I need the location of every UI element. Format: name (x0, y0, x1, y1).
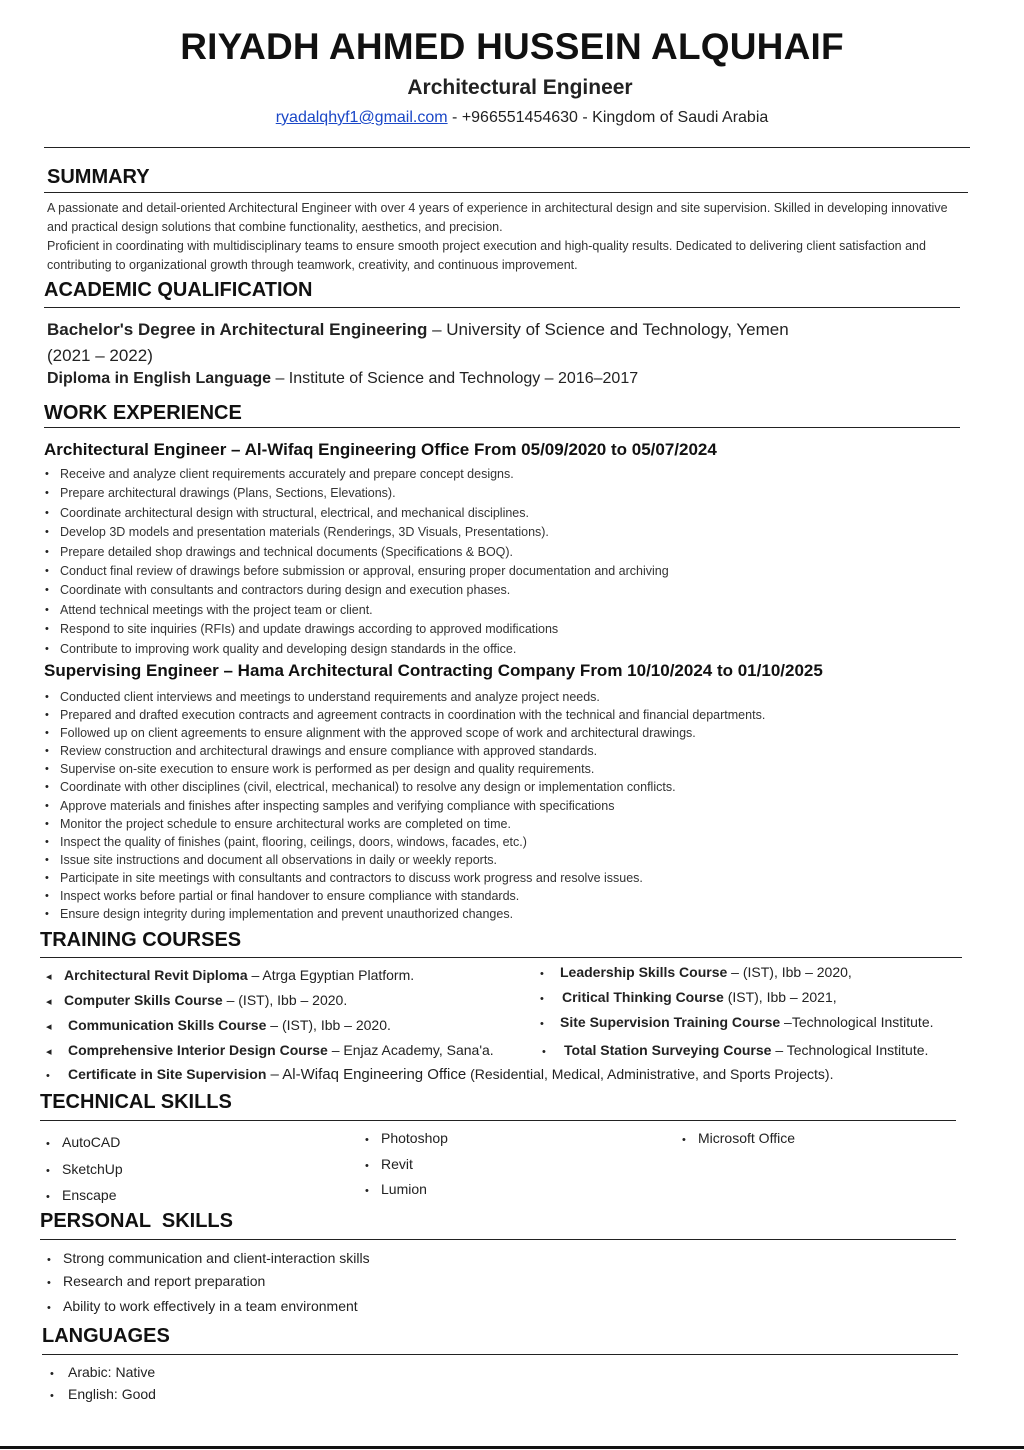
skill-label: Lumion (381, 1181, 427, 1197)
list-item: • Inspect works before partial or final handover to ensure compliance with standards. (45, 887, 765, 905)
list-item: • Attend technical meetings with the project team or client. (45, 601, 669, 620)
page-bottom-border (0, 1446, 1024, 1449)
list-item: • Approve materials and finishes after inspecting samples and verifying compliance with specifications (45, 797, 765, 815)
skill-label: Ability to work effectively in a team environment (63, 1298, 358, 1314)
skill-label: Revit (381, 1156, 413, 1172)
skill-microsoft-office: • Microsoft Office (682, 1130, 795, 1146)
list-item: • Respond to site inquiries (RFIs) and update drawings according to approved modifications (45, 620, 669, 639)
course-provider: – (IST), Ibb – 2020, (727, 964, 852, 980)
language-label: English: Good (68, 1386, 156, 1402)
contact-details: - +966551454630 - Kingdom of Saudi Arabia (447, 109, 769, 126)
list-item: • Issue site instructions and document all observations in daily or weekly reports. (45, 851, 765, 869)
skill-photoshop: • Photoshop (365, 1130, 448, 1146)
diploma-name: Diploma in English Language (47, 370, 272, 387)
course-provider: – Al-Wifaq Engineering Office (266, 1066, 467, 1083)
list-item: • Contribute to improving work quality and developing design standards in the office. (45, 640, 669, 659)
course-communication: ◂ Communication Skills Course – (IST), Ibb – 2020. (46, 1017, 391, 1033)
degree-years: (2021 – 2022) (47, 346, 153, 365)
course-name: Computer Skills Course (64, 992, 223, 1008)
language-english: • English: Good (50, 1386, 156, 1402)
course-name: Comprehensive Interior Design Course (68, 1042, 328, 1058)
course-provider: – (IST), Ibb – 2020. (266, 1017, 391, 1033)
degree-institution: – University of Science and Technology, Yemen (427, 320, 789, 339)
course-revit: ◂ Architectural Revit Diploma – Atrga Egyptian Platform. (46, 967, 415, 983)
skill-label: Research and report preparation (63, 1273, 266, 1289)
list-item: • Prepare architectural drawings (Plans, Sections, Elevations). (45, 484, 669, 503)
list-item: • Inspect the quality of finishes (paint, flooring, ceilings, doors, windows, facades, etc.) (45, 833, 765, 851)
course-provider: –Technological Institute. (780, 1014, 934, 1030)
diploma-line (47, 370, 638, 388)
work-heading: WORK EXPERIENCE (44, 402, 242, 424)
list-item: • Coordinate with other disciplines (civil, electrical, mechanical) to resolve any design or implementation conflicts. (45, 778, 765, 796)
skill-label: Strong communication and client-interaction skills (63, 1250, 370, 1266)
list-item: • Conducted client interviews and meetings to understand requirements and analyze project needs. (45, 688, 765, 706)
course-name: Leadership Skills Course (560, 964, 728, 980)
language-label: Arabic: Native (68, 1364, 156, 1380)
training-divider (40, 957, 962, 958)
job2-title: Supervising Engineer – Hama Architectural Contracting Company From 10/10/2024 to 01/10/2025 (44, 661, 823, 680)
list-item: • Receive and analyze client requirements accurately and prepare concept designs. (45, 465, 669, 484)
languages-heading: LANGUAGES (42, 1325, 170, 1347)
course-provider: – Atrga Egyptian Platform. (247, 967, 415, 983)
skill-label: Photoshop (381, 1130, 448, 1146)
job1-title: Architectural Engineer – Al-Wifaq Engineering Office From 05/09/2020 to 05/07/2024 (44, 440, 717, 459)
list-item: • Coordinate with consultants and contractors during design and execution phases. (45, 581, 669, 600)
course-computer: ◂ Computer Skills Course – (IST), Ibb – 2020. (46, 992, 348, 1008)
course-interior: ◂ Comprehensive Interior Design Course – Enjaz Academy, Sana'a. (46, 1042, 494, 1058)
list-item: • Participate in site meetings with consultants and contractors to discuss work progress and resolve issues. (45, 869, 765, 887)
course-total-station: • Total Station Surveying Course – Technological Institute. (542, 1042, 929, 1058)
course-site-supervision: • Site Supervision Training Course –Technological Institute. (540, 1014, 934, 1030)
diploma-institution: – Institute of Science and Technology – 2016–2017 (271, 370, 639, 387)
personal-skill-teamwork: • Ability to work effectively in a team environment (47, 1298, 358, 1314)
list-item: • Supervise on-site execution to ensure work is performed as per design and quality requirements. (45, 760, 765, 778)
languages-divider (42, 1354, 958, 1355)
list-item: • Monitor the project schedule to ensure architectural works are completed on time. (45, 815, 765, 833)
course-certificate-site-supervision: • Certificate in Site Supervision – Al-Wifaq Engineering Office (Residential, Medical, Administrative, and Sports Projects). (46, 1066, 834, 1083)
degree-line (47, 320, 789, 340)
course-provider: – (IST), Ibb – 2020. (222, 992, 348, 1008)
job2-duties (45, 688, 765, 923)
skill-label: Enscape (62, 1187, 117, 1203)
course-name: Communication Skills Course (68, 1017, 267, 1033)
list-item: • Develop 3D models and presentation materials (Renderings, 3D Visuals, Presentations). (45, 523, 669, 542)
skill-label: Microsoft Office (698, 1130, 795, 1146)
list-item: • Prepare detailed shop drawings and technical documents (Specifications & BOQ). (45, 543, 669, 562)
personal-divider (40, 1239, 956, 1240)
degree-name: Bachelor's Degree in Architectural Engineering (47, 320, 428, 339)
technical-heading: TECHNICAL SKILLS (40, 1091, 232, 1113)
course-name: Critical Thinking Course (562, 989, 724, 1005)
email-link[interactable]: ryadalqhyf1@gmail.com (275, 109, 448, 126)
course-name: Site Supervision Training Course (560, 1014, 781, 1030)
education-heading: ACADEMIC QUALIFICATION (44, 279, 313, 301)
course-leadership: • Leadership Skills Course – (IST), Ibb – 2020, (540, 964, 852, 980)
header-divider (44, 147, 970, 148)
skill-label: AutoCAD (62, 1134, 121, 1150)
course-name: Certificate in Site Supervision (68, 1066, 267, 1082)
course-critical-thinking: • Critical Thinking Course (IST), Ibb – 2021, (540, 989, 837, 1005)
list-item: • Review construction and architectural drawings and ensure compliance with approved standards. (45, 742, 765, 760)
summary-paragraph-2: Proficient in coordinating with multidisciplinary teams to ensure smooth project execution and high-quality results. Dedicated to delivering client satisfaction and contributing to organizational growth through teamwork, creativity, and continuous improvement. (47, 239, 926, 272)
summary-divider (44, 192, 968, 193)
course-name: Architectural Revit Diploma (64, 967, 248, 983)
course-details: (Residential, Medical, Administrative, and Sports Projects). (466, 1066, 834, 1082)
course-name: Total Station Surveying Course (564, 1042, 772, 1058)
list-item: • Conduct final review of drawings before submission or approval, ensuring proper documentation and archiving (45, 562, 669, 581)
course-provider: – Enjaz Academy, Sana'a. (327, 1042, 494, 1058)
personal-heading: PERSONAL SKILLS (40, 1210, 233, 1232)
list-item: • Coordinate architectural design with structural, electrical, and mechanical disciplines. (45, 504, 669, 523)
course-provider: (IST), Ibb – 2021, (723, 989, 837, 1005)
skill-autocad: • AutoCAD (46, 1134, 121, 1150)
skill-revit: • Revit (365, 1156, 413, 1172)
list-item: • Followed up on client agreements to ensure alignment with the approved scope of work and architectural drawings. (45, 724, 765, 742)
personal-skill-communication: • Strong communication and client-interaction skills (47, 1250, 370, 1266)
summary-text (47, 199, 967, 275)
language-arabic: • Arabic: Native (50, 1364, 156, 1380)
education-divider (44, 307, 960, 308)
candidate-name: RIYADH AHMED HUSSEIN ALQUHAIF (180, 26, 844, 67)
contact-line (0, 109, 1024, 127)
summary-heading: SUMMARY (47, 166, 150, 188)
course-provider: – Technological Institute. (771, 1042, 929, 1058)
job1-duties (45, 465, 669, 659)
skill-label: SketchUp (62, 1161, 123, 1177)
list-item: • Prepared and drafted execution contracts and agreement contracts in coordination with the technical and financial departments. (45, 706, 765, 724)
job-title: Architectural Engineer (407, 76, 633, 99)
work-divider (44, 427, 960, 428)
summary-paragraph-1: A passionate and detail-oriented Architectural Engineer with over 4 years of experience in architectural design and site supervision. Skilled in developing innovative and practical design solutions that combine functionality, aesthetics, and precision. (47, 201, 948, 234)
skill-enscape: • Enscape (46, 1187, 117, 1203)
technical-divider (40, 1120, 956, 1121)
personal-skill-research: • Research and report preparation (47, 1273, 266, 1289)
skill-lumion: • Lumion (365, 1181, 427, 1197)
skill-sketchup: • SketchUp (46, 1161, 123, 1177)
list-item: • Ensure design integrity during implementation and prevent unauthorized changes. (45, 905, 765, 923)
training-heading: TRAINING COURSES (40, 929, 242, 951)
